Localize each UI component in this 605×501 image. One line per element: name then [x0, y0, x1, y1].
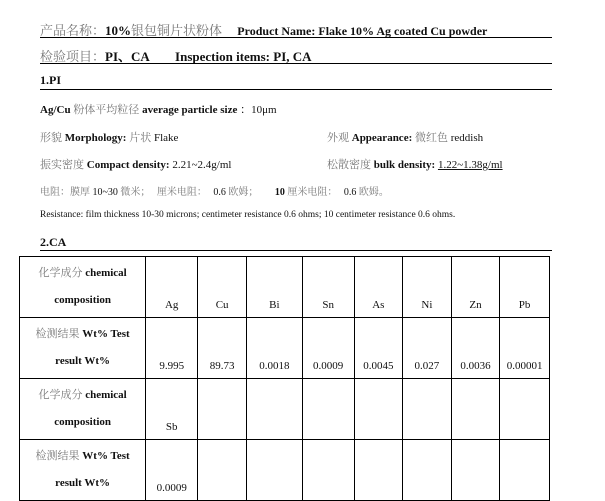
- result-cell: 9.995: [146, 318, 198, 379]
- element-cell: Cu: [198, 257, 247, 318]
- rule-1: [40, 37, 552, 38]
- comp-en2: composition: [54, 294, 112, 306]
- appear-val-en: reddish: [450, 132, 484, 144]
- composition-table: [19, 256, 550, 501]
- result-cell: 0.0045: [354, 318, 402, 379]
- element-cell: [451, 379, 499, 440]
- table-row: [20, 318, 550, 379]
- result-en2: result Wt%: [55, 477, 111, 489]
- appear-cn: 外观: [327, 132, 349, 144]
- element-cell: [247, 379, 303, 440]
- product-name-cn: 银包铜片状粉体: [131, 23, 223, 38]
- comp-en2: composition: [54, 416, 112, 428]
- result-cell: 0.0009: [302, 318, 354, 379]
- result-cell: 0.027: [403, 318, 452, 379]
- bulk-en: bulk density:: [373, 159, 436, 171]
- table-row: [20, 257, 550, 318]
- morph-cn: 形貌: [40, 132, 62, 144]
- size-label-en2: average particle size: [142, 104, 238, 116]
- compact-en: Compact density:: [86, 159, 170, 171]
- morph-val-en: Flake: [153, 132, 179, 144]
- product-name-en: Product Name: Flake 10% Ag coated Cu powder: [237, 24, 488, 38]
- inspection-en: Inspection items: PI, CA: [175, 49, 312, 64]
- element-cell: Ni: [403, 257, 452, 318]
- element-cell: Sn: [302, 257, 354, 318]
- result-en1: Wt% Test: [82, 450, 130, 462]
- element-cell: Pb: [500, 257, 550, 318]
- composition-header: [20, 257, 146, 318]
- appear-val-cn: 微红色: [415, 132, 448, 144]
- resistance-en-line: Resistance: film thickness 10-30 microns; centimeter resistance 0.6 ohms; 10 centimeter resistance 0.6 ohms.: [40, 210, 456, 220]
- resist-num-1: 10~30: [92, 187, 118, 198]
- compact-cn: 振实密度: [40, 159, 84, 171]
- result-cell: [247, 440, 303, 501]
- composition-header: [20, 379, 146, 440]
- table-row: [20, 440, 550, 501]
- resist-cn-5: 厘米电阻：: [287, 187, 338, 198]
- result-en1: Wt% Test: [82, 328, 130, 340]
- element-cell: [354, 379, 402, 440]
- table-row: [20, 379, 550, 440]
- compact-density-line: [40, 156, 231, 172]
- resist-cn-6: 欧姆。: [358, 187, 389, 198]
- product-label-cn: 产品名称：: [40, 23, 106, 38]
- result-cell: [451, 440, 499, 501]
- comp-en1: chemical: [85, 389, 127, 401]
- result-cn: 检测结果: [35, 328, 80, 340]
- element-cell: [302, 379, 354, 440]
- bulk-val: 1.22~1.38g/ml: [437, 159, 503, 171]
- rule-3: [40, 89, 552, 90]
- result-header: [20, 440, 146, 501]
- result-header: [20, 318, 146, 379]
- compact-val: 2.21~2.4g/ml: [172, 159, 232, 171]
- result-cell: [500, 440, 550, 501]
- element-cell: Zn: [451, 257, 499, 318]
- resist-cn-3: 厘米电阻：: [156, 187, 207, 198]
- resist-cn-2: 微米；: [120, 187, 151, 198]
- result-cell: 0.0018: [247, 318, 303, 379]
- resistance-cn-line: [40, 183, 389, 198]
- comp-cn: 化学成分: [38, 267, 83, 279]
- size-label-cn: 粉体平均粒径: [73, 104, 140, 116]
- size-label-en: Ag/Cu: [40, 104, 71, 116]
- resist-num-2: 0.6: [213, 187, 226, 198]
- comp-cn: 化学成分: [38, 389, 83, 401]
- element-cell: Ag: [146, 257, 198, 318]
- result-cell: 0.0036: [451, 318, 499, 379]
- element-cell: Sb: [146, 379, 198, 440]
- size-value: ：10μm: [240, 104, 277, 116]
- element-cell: [403, 379, 452, 440]
- morphology-line: [40, 129, 178, 145]
- inspection-label-cn: 检验项目：: [40, 49, 106, 64]
- rule-2: [40, 63, 552, 64]
- bulk-density-line: [327, 156, 503, 172]
- result-cell: [198, 440, 247, 501]
- result-cell: 89.73: [198, 318, 247, 379]
- result-cell: 0.00001: [500, 318, 550, 379]
- resist-num-3: 10: [274, 187, 285, 198]
- section-ca-title: 2.CA: [40, 235, 67, 249]
- appear-en: Appearance:: [351, 132, 413, 144]
- morph-en: Morphology:: [64, 132, 127, 144]
- result-cell: [354, 440, 402, 501]
- result-cell: 0.0009: [146, 440, 198, 501]
- particle-size-line: [40, 101, 277, 117]
- element-cell: [500, 379, 550, 440]
- appearance-line: [327, 129, 483, 145]
- resist-cn-4: 欧姆；: [228, 187, 259, 198]
- bulk-cn: 松散密度: [327, 159, 371, 171]
- result-cn: 检测结果: [35, 450, 80, 462]
- inspection-value: PI、CA: [105, 49, 150, 64]
- morph-val-cn: 片状: [129, 132, 152, 144]
- comp-en1: chemical: [85, 267, 127, 279]
- result-cell: [302, 440, 354, 501]
- element-cell: As: [354, 257, 402, 318]
- result-cell: [403, 440, 452, 501]
- result-en2: result Wt%: [55, 355, 111, 367]
- product-percent: 10%: [105, 23, 132, 38]
- element-cell: [198, 379, 247, 440]
- section-pi-title: 1.PI: [40, 73, 61, 87]
- element-cell: Bi: [247, 257, 303, 318]
- rule-4: [40, 250, 552, 251]
- resist-num-4: 0.6: [343, 187, 357, 198]
- resist-cn-1: 电阻：膜厚: [40, 187, 90, 198]
